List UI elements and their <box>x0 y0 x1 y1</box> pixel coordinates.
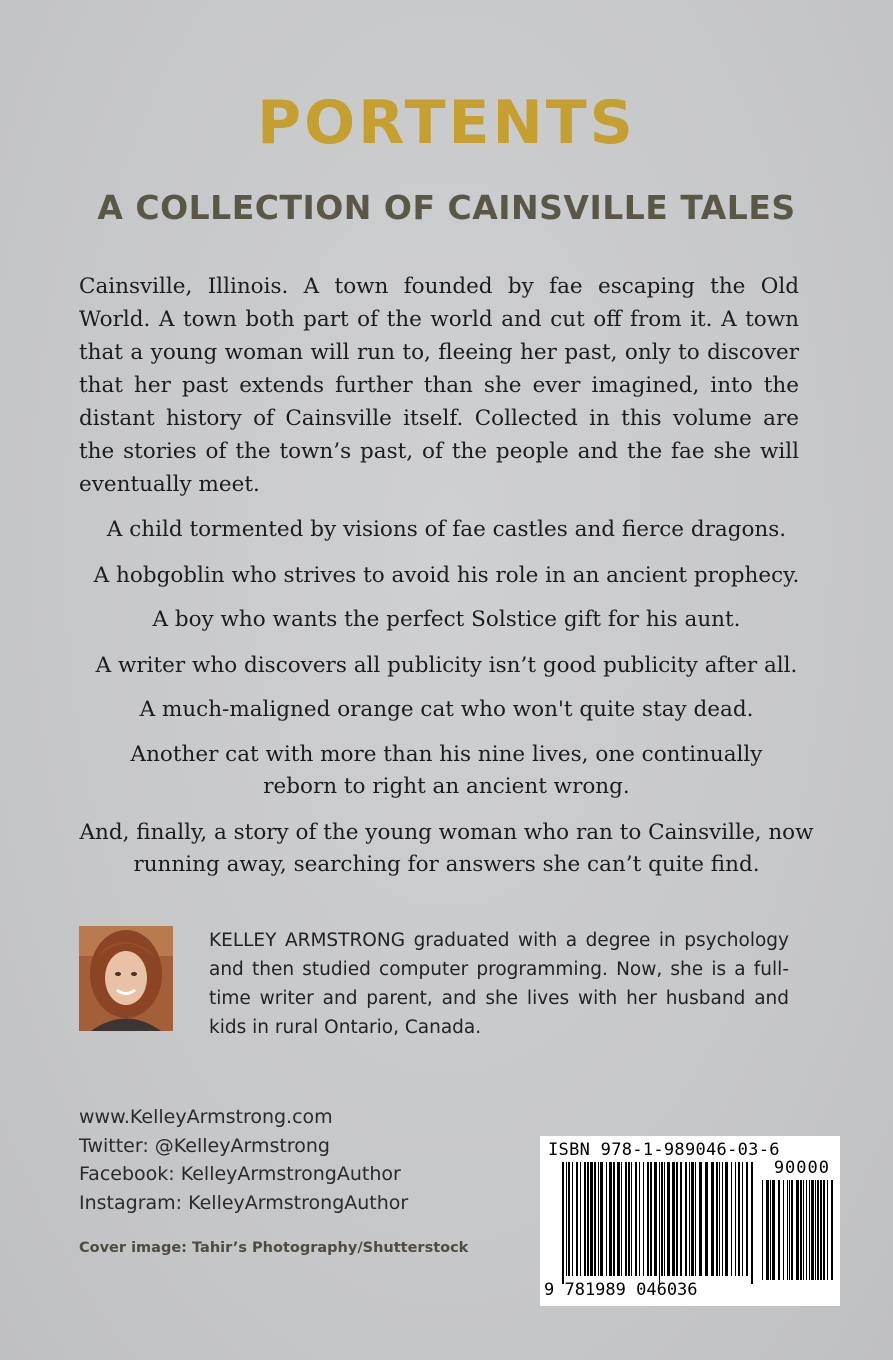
barcode-addon-bar <box>823 1180 825 1280</box>
barcode-bar <box>695 1162 696 1276</box>
barcode-addon-bar <box>787 1180 788 1280</box>
author-links <box>79 1103 499 1217</box>
barcode-addon-bar <box>827 1180 828 1280</box>
barcode-addon-bar <box>800 1180 802 1280</box>
tale-line: A child tormented by visions of fae castles and fierce dragons. <box>106 517 787 542</box>
barcode-bar <box>746 1162 748 1276</box>
barcode-bar <box>685 1162 687 1276</box>
barcode-bar <box>735 1162 736 1276</box>
barcode-bar <box>631 1162 632 1276</box>
barcode-bar <box>587 1162 589 1276</box>
barcode-addon-bar <box>791 1180 793 1280</box>
barcode-bar <box>566 1162 567 1276</box>
barcode-bar <box>562 1162 564 1284</box>
barcode-addon-bar <box>803 1180 804 1280</box>
barcode-bar <box>667 1162 670 1276</box>
barcode-addon-bar <box>820 1180 822 1280</box>
barcode-bar <box>576 1162 578 1276</box>
tale-line: Another cat with more than his nine lives, one continually reborn to right an ancient wrong. <box>130 742 763 799</box>
barcode-addon-bar <box>772 1180 775 1280</box>
book-title: PORTENTS <box>257 88 636 158</box>
book-blurb: Cainsville, Illinois. A town founded by fae escaping the Old World. A town both part of the world and cut off from it. A town that a young woman will run to, fleeing her past, only to discover that her past extends further than she ever imagined, into the distant history of Cainsville itself. Collected in this volume are the stories of the town’s past, of the people and the fae she will eventually meet. <box>79 274 799 497</box>
barcode-bar <box>643 1162 644 1276</box>
barcode-bar <box>705 1162 708 1276</box>
barcode-bar <box>654 1162 657 1276</box>
barcode-bar <box>722 1162 723 1276</box>
barcode-bar <box>661 1162 663 1276</box>
barcode-bar <box>751 1162 753 1284</box>
barcode-addon-bar <box>770 1180 771 1280</box>
barcode-bar <box>580 1162 581 1276</box>
barcode-bar <box>628 1162 630 1276</box>
barcode-addon-bar <box>789 1180 790 1280</box>
barcode-bar <box>711 1162 714 1276</box>
barcode-bar <box>716 1162 718 1276</box>
barcode-bar <box>568 1162 570 1276</box>
barcode-addon-bar <box>815 1180 816 1280</box>
barcode-addon-bar <box>817 1180 819 1280</box>
barcode-bar <box>621 1162 622 1276</box>
tale-line: A much-maligned orange cat who won't quite stay dead. <box>139 697 754 722</box>
barcode-bar <box>635 1162 637 1276</box>
book-subtitle: A COLLECTION OF CAINSVILLE TALES <box>97 188 796 227</box>
isbn-barcode <box>540 1136 840 1306</box>
barcode-addon-bar <box>778 1180 780 1280</box>
barcode-bar <box>625 1162 627 1276</box>
barcode-bar <box>676 1162 678 1276</box>
barcode-bar <box>689 1162 690 1276</box>
author-bio: KELLEY ARMSTRONG graduated with a degree in psychology and then studied computer programming. Now, she is a full-time writer and parent, and she lives with her husband and kids in rural Ontario, Canada. <box>209 930 789 1038</box>
barcode-bar <box>600 1162 603 1276</box>
barcode-bar <box>742 1162 743 1276</box>
barcode-bar <box>572 1162 573 1276</box>
barcode-bar <box>691 1162 694 1276</box>
tale-line: A boy who wants the perfect Solstice gift for his aunt. <box>152 607 741 632</box>
barcode-bar <box>647 1162 649 1276</box>
barcode-bar <box>590 1162 593 1276</box>
facebook-link[interactable]: Facebook: KelleyArmstrongAuthor <box>79 1163 401 1185</box>
tale-line: A hobgoblin who strives to avoid his role in an ancient prophecy. <box>93 563 800 588</box>
barcode-bar <box>609 1162 612 1276</box>
barcode-bar <box>664 1162 665 1276</box>
author-photo <box>79 926 173 1031</box>
price-code: 90000 <box>773 1158 830 1178</box>
barcode-bar <box>672 1162 675 1276</box>
barcode-addon-bar <box>806 1180 807 1280</box>
tale-line: And, finally, a story of the young woman who ran to Cainsville, now running away, searching for answers she can’t quite find. <box>79 820 814 877</box>
barcode-addon-bar <box>796 1180 799 1280</box>
twitter-link[interactable]: Twitter: @KelleyArmstrong <box>79 1134 330 1157</box>
barcode-bar <box>598 1162 599 1276</box>
barcode-bar <box>680 1162 682 1276</box>
barcode-bar <box>606 1162 607 1276</box>
barcode-bar <box>719 1162 720 1276</box>
barcode-bar <box>699 1162 702 1276</box>
barcode-bar <box>613 1162 615 1276</box>
instagram-link[interactable]: Instagram: KelleyArmstrongAuthor <box>79 1191 409 1214</box>
website-link[interactable]: www.KelleyArmstrong.com <box>79 1106 333 1128</box>
barcode-bar <box>738 1162 740 1276</box>
barcode-bar <box>584 1162 586 1276</box>
isbn-label: ISBN 978-1-989046-03-6 <box>548 1140 780 1160</box>
barcode-addon-bar <box>831 1180 833 1280</box>
barcode-bar <box>650 1162 652 1276</box>
barcode-addon-bar <box>766 1180 769 1280</box>
cover-image-credit: Cover image: Tahir’s Photography/Shutterstock <box>79 1240 469 1256</box>
barcode-addon-bar <box>762 1180 763 1280</box>
barcode-bar <box>659 1162 660 1284</box>
barcode-bar <box>594 1162 596 1276</box>
barcode-addon-bar <box>809 1180 810 1280</box>
ean-digits: 9 781989 046036 <box>544 1280 698 1300</box>
barcode-bar <box>639 1162 640 1276</box>
barcode-addon-bar <box>811 1180 814 1280</box>
barcode-addon-bar <box>783 1180 784 1280</box>
barcode-bar <box>731 1162 732 1276</box>
tale-line: A writer who discovers all publicity isn’t good publicity after all. <box>95 653 798 678</box>
barcode-bar <box>617 1162 620 1276</box>
barcode-bar <box>725 1162 728 1276</box>
